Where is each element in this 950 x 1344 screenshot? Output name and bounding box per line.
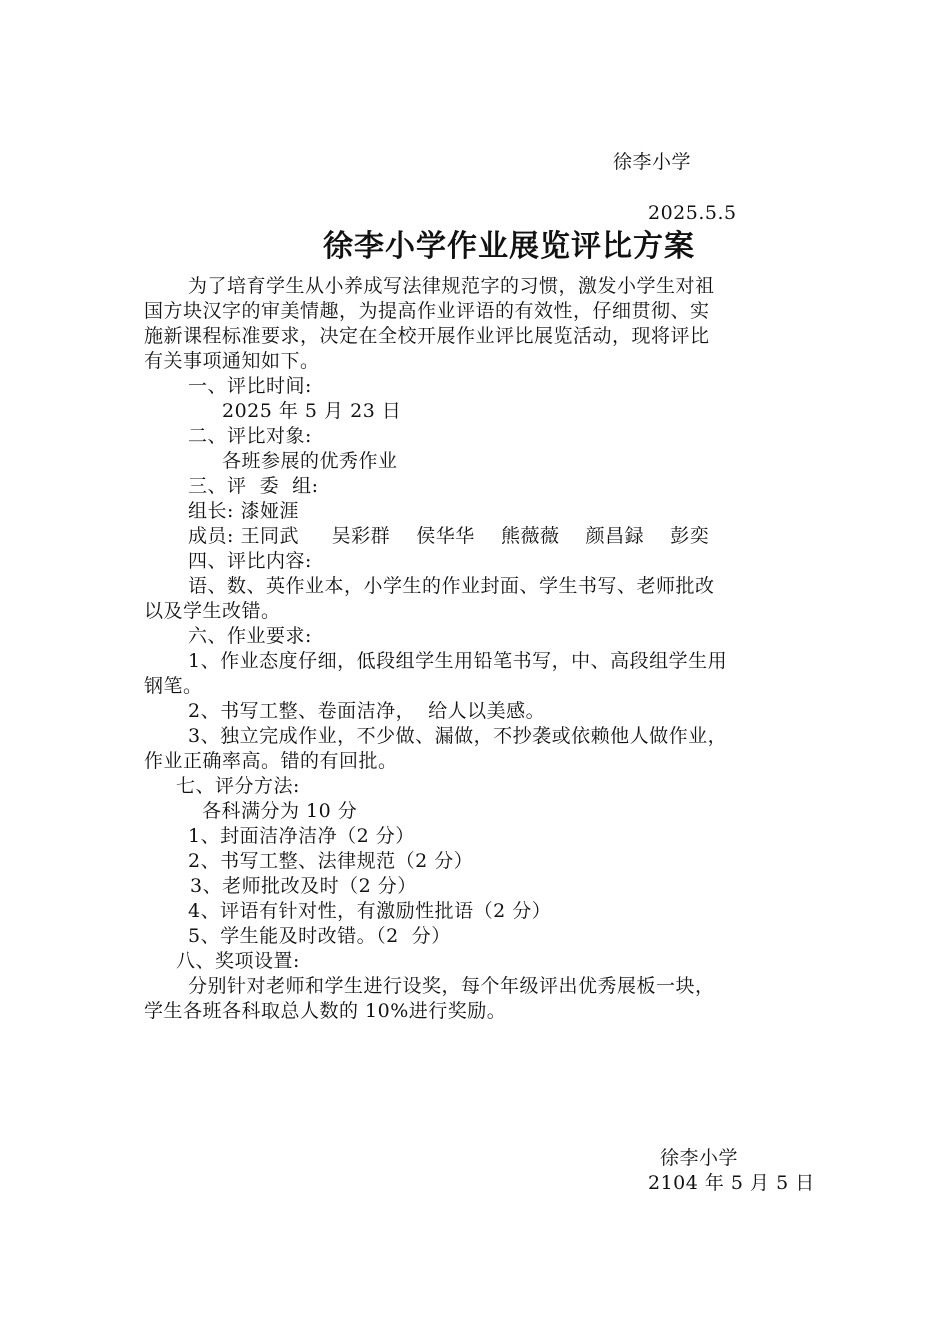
requirement-line: 钢笔。 bbox=[144, 675, 203, 697]
section-content-heading: 四、评比内容: bbox=[188, 550, 312, 572]
scoring-item: 3、老师批改及时（2 分） bbox=[190, 875, 417, 897]
awards-line: 学生各班各科取总人数的 10%进行奖励。 bbox=[144, 1000, 507, 1022]
committee-leader: 组长: 漆娅涯 bbox=[188, 500, 299, 522]
footer-date: 2104 年 5 月 5 日 bbox=[648, 1172, 815, 1194]
content-line: 以及学生改错。 bbox=[144, 600, 281, 622]
intro-line: 国方块汉字的审美情趣，为提高作业评语的有效性，仔细贯彻、实 bbox=[144, 300, 710, 322]
scoring-item: 2、书写工整、法律规范（2 分） bbox=[188, 850, 474, 872]
intro-line: 有关事项通知如下。 bbox=[144, 350, 320, 372]
intro-line: 为了培育学生从小养成写法律规范字的习惯，激发小学生对祖 bbox=[188, 275, 715, 297]
section-scoring-heading: 七、评分方法: bbox=[176, 775, 300, 797]
section-target-heading: 二、评比对象: bbox=[188, 425, 312, 447]
scoring-item: 4、评语有针对性，有激励性批语（2 分） bbox=[188, 900, 552, 922]
intro-line: 施新课程标准要求，决定在全校开展作业评比展览活动，现将评比 bbox=[144, 325, 710, 347]
section-time-value: 2025 年 5 月 23 日 bbox=[222, 400, 402, 422]
footer-school: 徐李小学 bbox=[660, 1147, 739, 1169]
requirement-line: 1、作业态度仔细，低段组学生用铅笔书写，中、高段组学生用 bbox=[188, 650, 728, 672]
section-requirements-heading: 六、作业要求: bbox=[188, 625, 312, 647]
scoring-item: 5、学生能及时改错。（2 分） bbox=[188, 925, 451, 947]
requirement-line: 2、书写工整、卷面洁净， 给人以美感。 bbox=[188, 700, 546, 722]
requirement-line: 作业正确率高。错的有回批。 bbox=[144, 750, 398, 772]
header-school: 徐李小学 bbox=[613, 151, 692, 173]
section-committee-heading: 三、评 委 组: bbox=[188, 475, 319, 497]
document-title: 徐李小学作业展览评比方案 bbox=[323, 229, 695, 264]
section-awards-heading: 八、奖项设置: bbox=[176, 950, 300, 972]
scoring-total: 各科满分为 10 分 bbox=[202, 800, 358, 822]
section-target-value: 各班参展的优秀作业 bbox=[222, 450, 398, 472]
awards-line: 分别针对老师和学生进行设奖，每个年级评出优秀展板一块， bbox=[188, 975, 715, 997]
content-line: 语、数、英作业本，小学生的作业封面、学生书写、老师批改 bbox=[188, 575, 715, 597]
header-date: 2025.5.5 bbox=[648, 202, 737, 224]
requirement-line: 3、独立完成作业，不少做、漏做，不抄袭或依赖他人做作业， bbox=[188, 725, 728, 747]
committee-members: 成员: 王同武 吴彩群 侯华华 熊薇薇 颜昌録 彭奕 bbox=[188, 525, 710, 547]
section-time-heading: 一、评比时间: bbox=[188, 375, 312, 397]
scoring-item: 1、封面洁净洁净（2 分） bbox=[188, 825, 415, 847]
